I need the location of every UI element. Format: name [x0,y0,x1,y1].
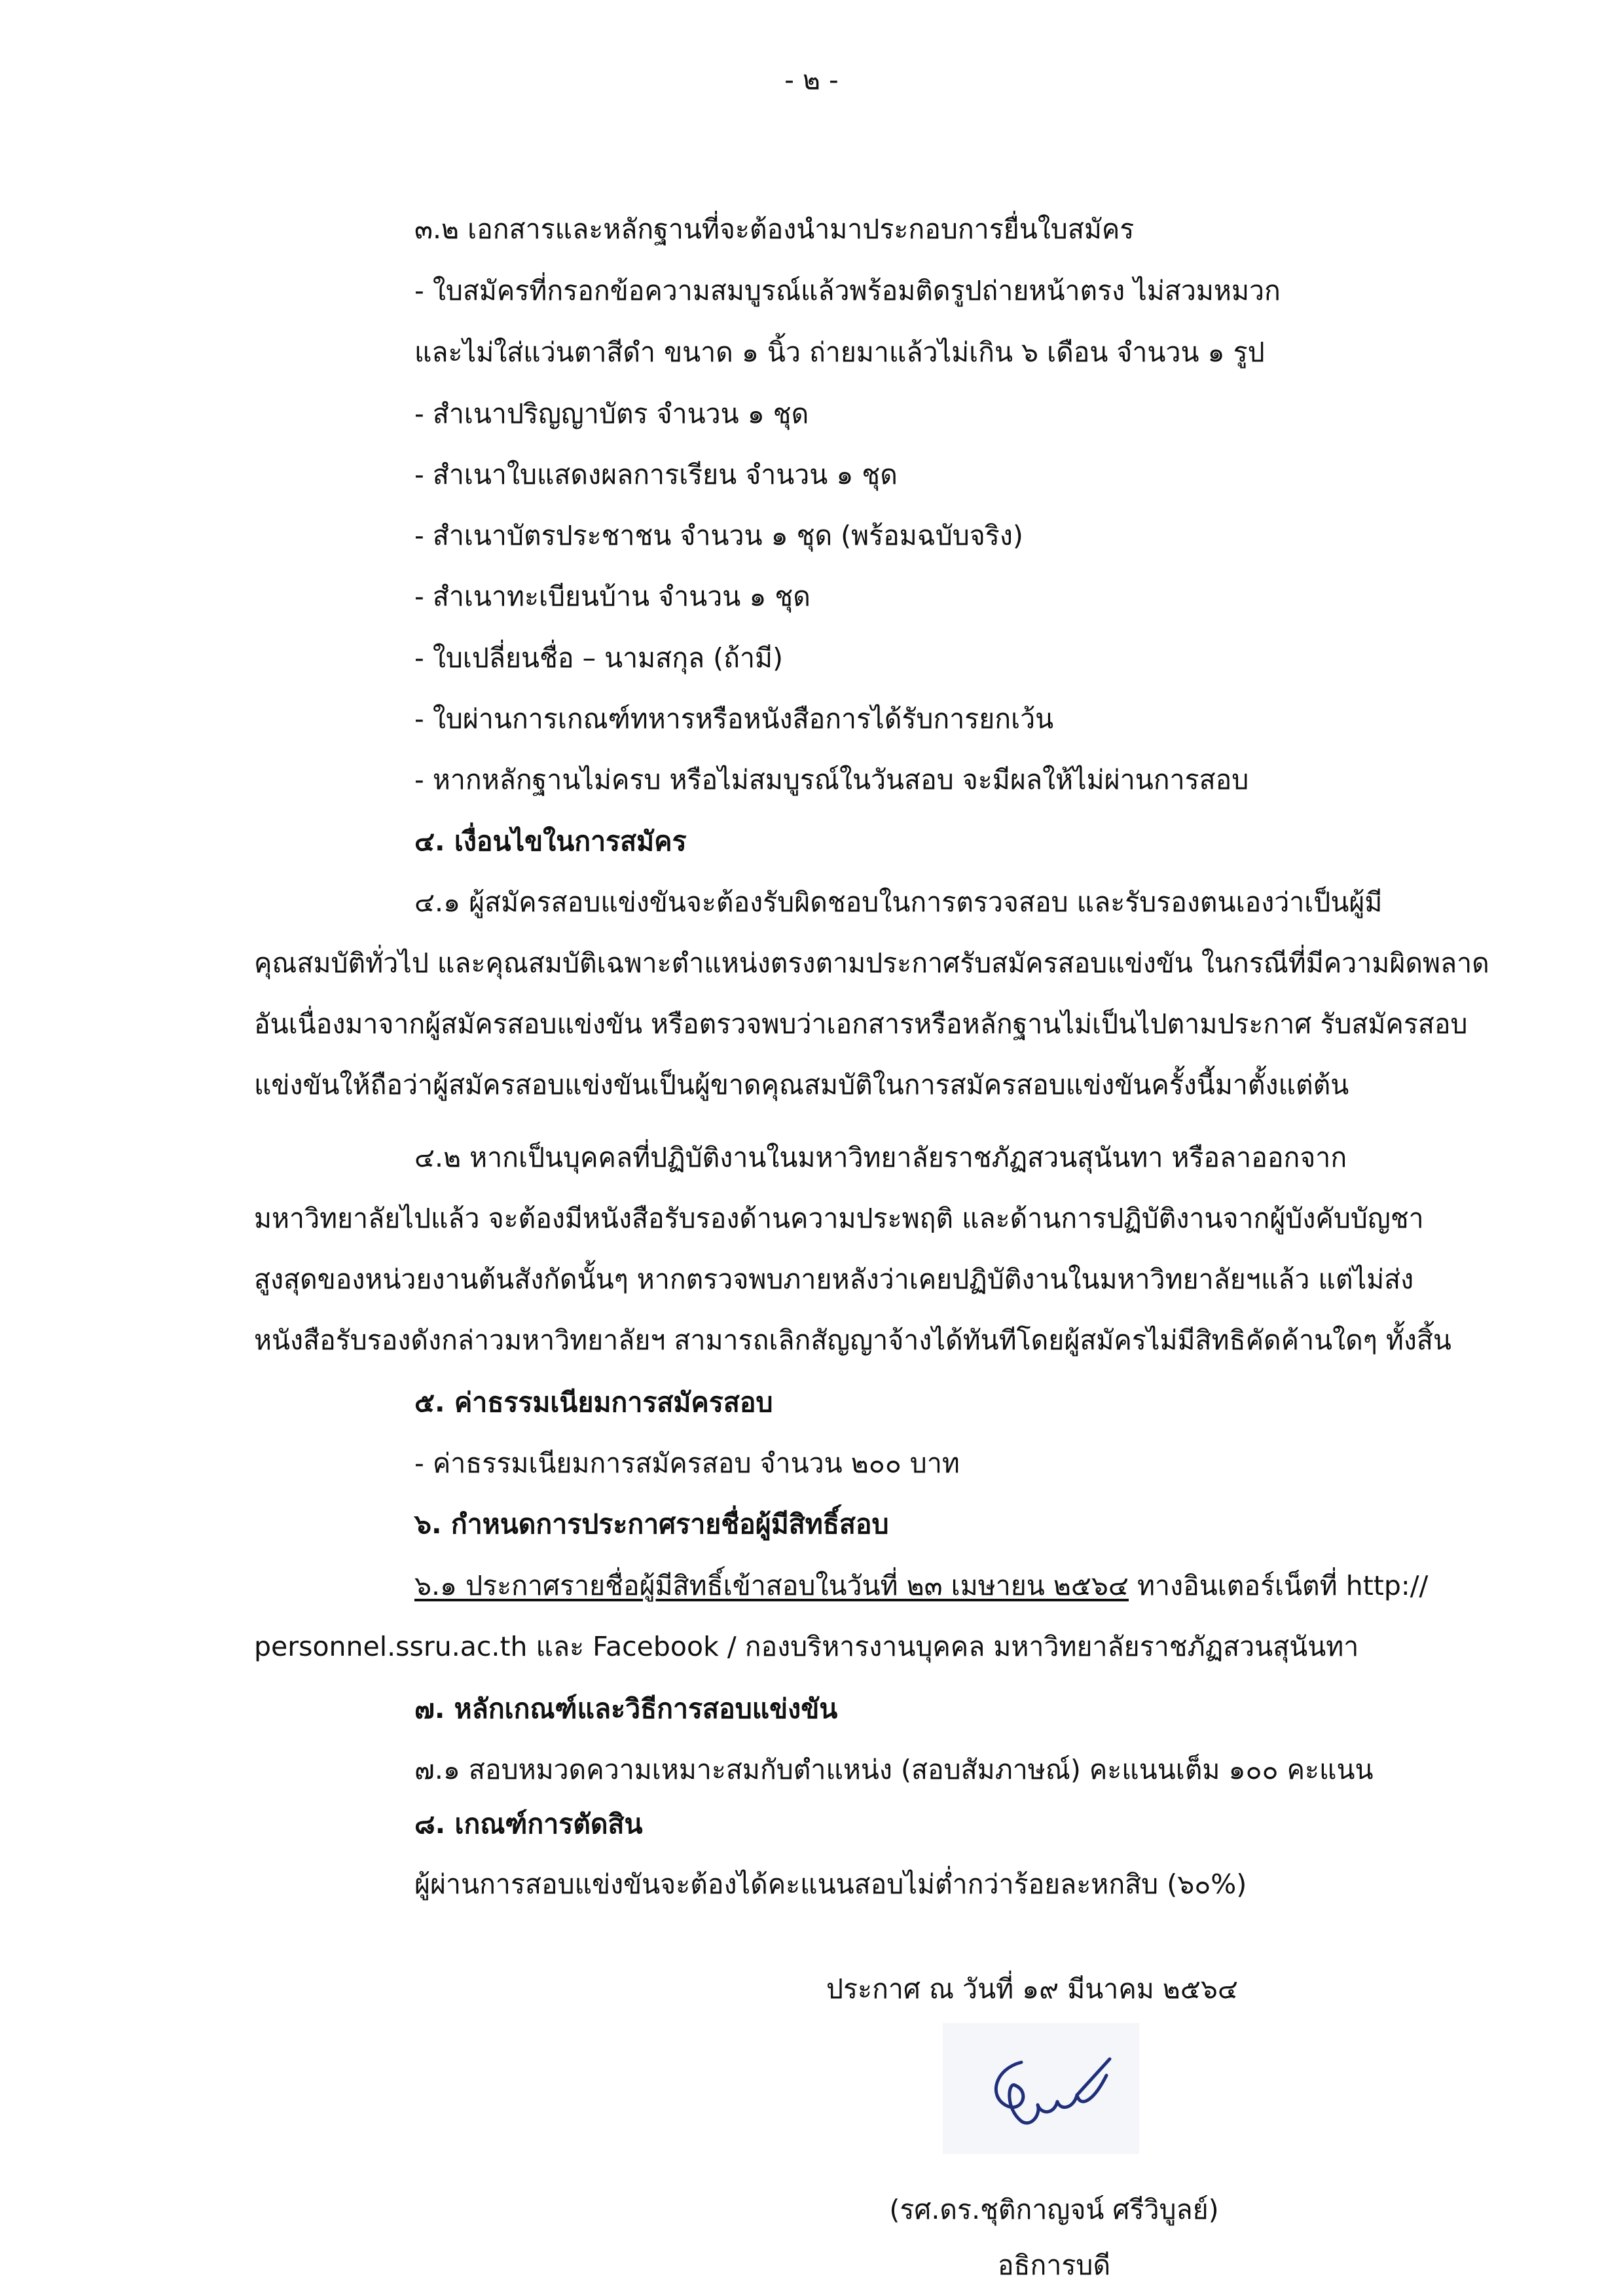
announcement-date: ประกาศ ณ วันที่ ๑๙ มีนาคม ๒๕๖๔ [826,1973,1238,2005]
paragraph-line: ๔.๑ ผู้สมัครสอบแข่งขันจะต้องรับผิดชอบในการตรวจสอบ และรับรองตนเองว่าเป็นผู้มี [414,886,1383,918]
announcement-line [414,1566,1428,1605]
announcement-date-underlined: ๖.๑ ประกาศรายชื่อผู้มีสิทธิ์เข้าสอบในวันที่ ๒๓ เมษายน ๒๕๖๔ [414,1570,1129,1601]
paragraph-line: แข่งขันให้ถือว่าผู้สมัครสอบแข่งขันเป็นผู้ขาดคุณสมบัติในการสมัครสอบแข่งขันครั้งนี้มาตั้งแต่ต้น [254,1069,1349,1101]
list-item: - ใบสมัครที่กรอกข้อความสมบูรณ์แล้วพร้อมติดรูปถ่ายหน้าตรง ไม่สวมหมวก [414,275,1281,306]
section-8-title: ๘. เกณฑ์การตัดสิน [414,1808,643,1840]
section-6-title: ๖. กำหนดการประกาศรายชื่อผู้มีสิทธิ์สอบ [414,1508,889,1540]
announcement-website-line: personnel.ssru.ac.th และ Facebook / กองบริหารงานบุคคล มหาวิทยาลัยราชภัฏสวนสุนันทา [254,1631,1359,1662]
paragraph-line: สูงสุดของหน่วยงานต้นสังกัดนั้นๆ หากตรวจพบภายหลังว่าเคยปฏิบัติงานในมหาวิทยาลัยฯแล้ว แต่ไม่ส่ง [254,1264,1414,1295]
paragraph-line: หนังสือรับรองดังกล่าวมหาวิทยาลัยฯ สามารถเลิกสัญญาจ้างได้ทันทีโดยผู้สมัครไม่มีสิทธิคัดค้านใดๆ ทั้งสิ้น [254,1324,1451,1356]
signer-name: (รศ.ดร.ชุติกาญจน์ ศรีวิบูลย์) [889,2194,1219,2225]
list-item: - สำเนาบัตรประชาชน จำนวน ๑ ชุด (พร้อมฉบับจริง) [414,520,1023,551]
list-item: และไม่ใส่แว่นตาสีดำ ขนาด ๑ นิ้ว ถ่ายมาแล้วไม่เกิน ๖ เดือน จำนวน ๑ รูป [414,337,1265,368]
section-7-title: ๗. หลักเกณฑ์และวิธีการสอบแข่งขัน [414,1693,838,1724]
decision-criteria-item: ผู้ผ่านการสอบแข่งขันจะต้องได้คะแนนสอบไม่ต่ำกว่าร้อยละหกสิบ (๖๐%) [414,1868,1247,1900]
exam-criteria-item: ๗.๑ สอบหมวดความเหมาะสมกับตำแหน่ง (สอบสัมภาษณ์) คะแนนเต็ม ๑๐๐ คะแนน [414,1754,1374,1785]
list-item: - หากหลักฐานไม่ครบ หรือไม่สมบูรณ์ในวันสอบ จะมีผลให้ไม่ผ่านการสอบ [414,764,1249,795]
list-item: - สำเนาใบแสดงผลการเรียน จำนวน ๑ ชุด [414,459,898,490]
announcement-website-text: ทางอินเตอร์เน็ตที่ http:// [1128,1570,1429,1601]
signature-image [943,2023,1139,2154]
paragraph-line: มหาวิทยาลัยไปแล้ว จะต้องมีหนังสือรับรองด้านความประพฤติ และด้านการปฏิบัติงานจากผู้บังคับบัญชา [254,1203,1424,1234]
page-number: - ๒ - [784,64,839,96]
section-3-2-title: ๓.๒ เอกสารและหลักฐานที่จะต้องนำมาประกอบการยื่นใบสมัคร [414,213,1135,245]
list-item: - ใบผ่านการเกณฑ์ทหารหรือหนังสือการได้รับการยกเว้น [414,703,1054,735]
section-5-title: ๕. ค่าธรรมเนียมการสมัครสอบ [414,1387,773,1418]
list-item: - ใบเปลี่ยนชื่อ – นามสกุล (ถ้ามี) [414,642,784,674]
list-item: - สำเนาทะเบียนบ้าน จำนวน ๑ ชุด [414,581,811,612]
fee-item: - ค่าธรรมเนียมการสมัครสอบ จำนวน ๒๐๐ บาท [414,1448,960,1479]
list-item: - สำเนาปริญญาบัตร จำนวน ๑ ชุด [414,398,809,429]
paragraph-line: คุณสมบัติทั่วไป และคุณสมบัติเฉพาะตำแหน่งตรงตามประกาศรับสมัครสอบแข่งขัน ในกรณีที่มีความผิดพลาด [254,947,1489,979]
paragraph-line: ๔.๒ หากเป็นบุคคลที่ปฏิบัติงานในมหาวิทยาลัยราชภัฏสวนสุนันทา หรือลาออกจาก [414,1142,1347,1173]
section-4-title: ๔. เงื่อนไขในการสมัคร [414,826,687,857]
signer-title: อธิการบดี [997,2250,1111,2281]
paragraph-line: อันเนื่องมาจากผู้สมัครสอบแข่งขัน หรือตรวจพบว่าเอกสารหรือหลักฐานไม่เป็นไปตามประกาศ รับสมัครสอบ [254,1008,1468,1040]
